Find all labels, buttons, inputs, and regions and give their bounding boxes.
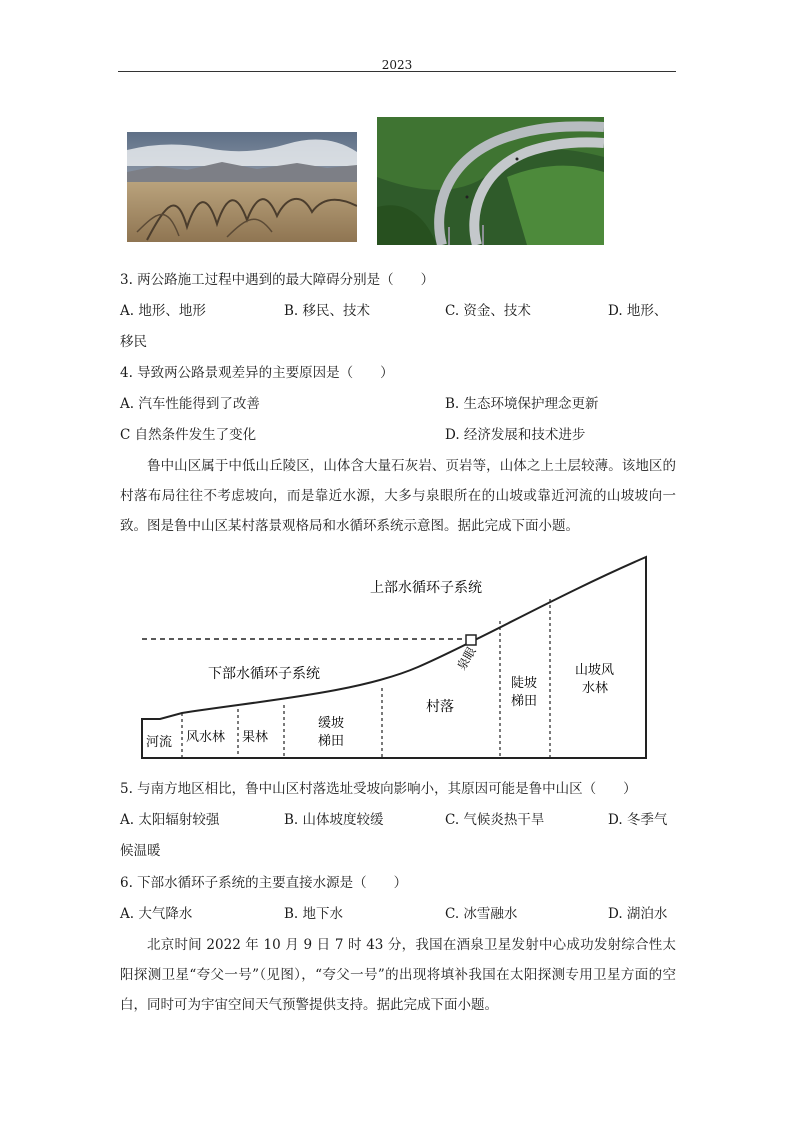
q3-option-a[interactable]: A. 地形、地形: [120, 303, 206, 319]
spring-marker: [466, 635, 476, 645]
lower-subsystem-label: 下部水循环子系统: [208, 666, 320, 682]
q5-option-d-continued: 候温暖: [120, 843, 161, 859]
header-rule: [118, 71, 676, 72]
spring-label: 泉眼: [454, 644, 479, 673]
highway-viaduct-photo: [377, 117, 604, 245]
q3-option-b[interactable]: B. 移民、技术: [284, 303, 371, 319]
q5-option-d[interactable]: D. 冬季气: [608, 812, 668, 828]
q3-option-d-continued: 移民: [120, 334, 147, 350]
q4-option-c[interactable]: C 自然条件发生了变化: [120, 427, 257, 443]
q6-option-d[interactable]: D. 湖泊水: [608, 906, 668, 922]
water-cycle-diagram: [138, 555, 652, 765]
zone-mountain-forest-2: 水林: [582, 681, 609, 696]
zone-gentle-slope-2: 梯田: [318, 734, 345, 749]
q6-stem: 6. 下部水循环子系统的主要直接水源是（ ）: [120, 875, 408, 891]
q5-option-b[interactable]: B. 山体坡度较缓: [284, 812, 384, 828]
q6-option-a[interactable]: A. 大气降水: [120, 906, 193, 922]
q3-stem: 3. 两公路施工过程中遇到的最大障碍分别是（ ）: [120, 272, 435, 288]
page-header-year: 2023: [381, 58, 413, 72]
zone-steep-slope-2: 梯田: [511, 694, 538, 709]
q4-option-b[interactable]: B. 生态环境保护理念更新: [445, 396, 599, 412]
zone-orchard: 果林: [242, 730, 269, 745]
q4-option-a[interactable]: A. 汽车性能得到了改善: [120, 396, 260, 412]
q3-option-c[interactable]: C. 资金、技术: [445, 303, 531, 319]
winding-road-photo: [127, 132, 357, 242]
passage-lu-zhong-mountain: 鲁中山区属于中低山丘陵区，山体含大量石灰岩、页岩等，山体之上土层较薄。该地区的村落布局往往不考虑坡向，而是靠近水源，大多与泉眼所在的山坡或靠近河流的山坡坡向一致。图是鲁中山区某村落景观格局和水循环系统示意图。据此完成下面小题。: [120, 458, 676, 534]
zone-steep-slope-1: 陡坡: [511, 676, 538, 691]
zone-fengshui-forest: 风水林: [186, 730, 226, 745]
q3-option-d[interactable]: D. 地形、: [608, 303, 668, 319]
q5-stem: 5. 与南方地区相比，鲁中山区村落选址受坡向影响小，其原因可能是鲁中山区（ ）: [120, 781, 637, 797]
zone-village: 村落: [426, 699, 454, 715]
zone-mountain-forest-1: 山坡风: [575, 663, 615, 678]
zone-river: 河流: [146, 735, 173, 750]
q4-stem: 4. 导致两公路景观差异的主要原因是（ ）: [120, 365, 394, 381]
passage-kuafu-satellite: 北京时间 2022 年 10 月 9 日 7 时 43 分，我国在酒泉卫星发射中心成功发射综合性太阳探测卫星“夸父一号”（见图），“夸父一号”的出现将填补我国在太阳探测专用卫星方面的空白，同时可为宇宙空间天气预警提供支持。据此完成下面小题。: [120, 937, 676, 1013]
q5-option-a[interactable]: A. 太阳辐射较强: [120, 812, 220, 828]
q5-option-c[interactable]: C. 气候炎热干旱: [445, 812, 545, 828]
q6-option-c[interactable]: C. 冰雪融水: [445, 906, 518, 922]
upper-subsystem-label: 上部水循环子系统: [370, 580, 482, 596]
q6-option-b[interactable]: B. 地下水: [284, 906, 344, 922]
zone-gentle-slope-1: 缓坡: [318, 716, 345, 731]
q4-option-d[interactable]: D. 经济发展和技术进步: [445, 427, 586, 443]
